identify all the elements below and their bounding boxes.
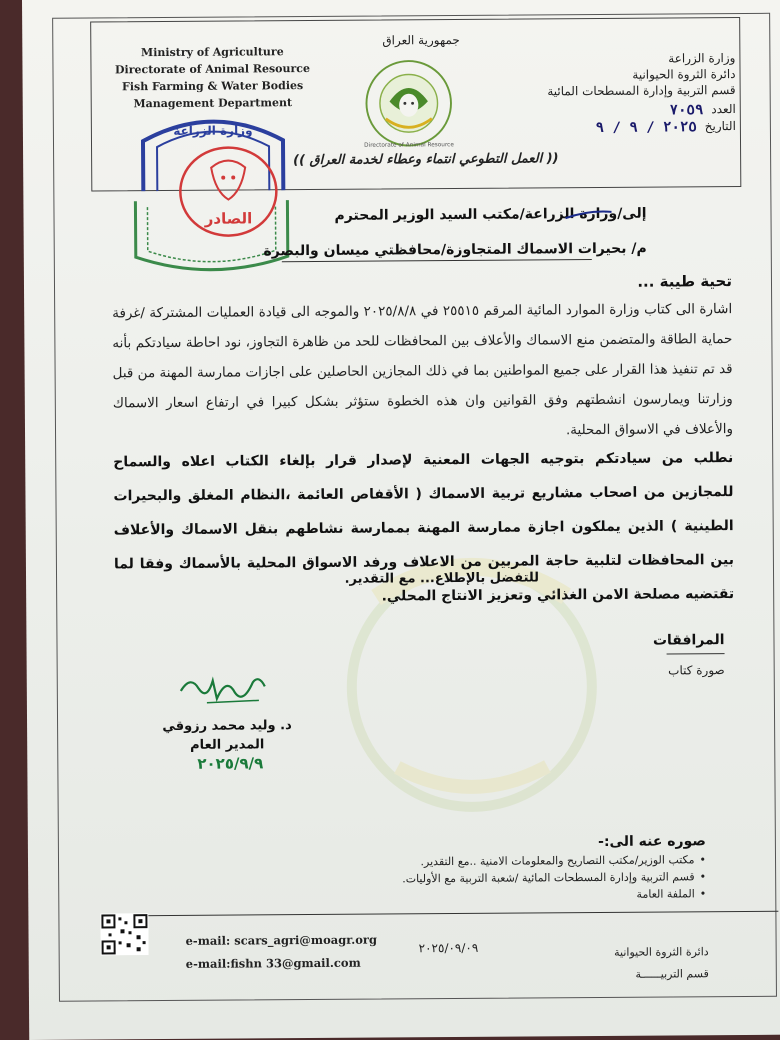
attachments-title: المرافقات xyxy=(652,632,725,649)
stamp-red-text: الصادر xyxy=(204,209,253,228)
date-label: التاريخ xyxy=(704,119,736,134)
copies-list xyxy=(346,851,706,905)
qr-code-icon xyxy=(100,913,148,955)
en-line: Management Department xyxy=(133,96,293,111)
signer-name: د. وليد محمد رزوقي xyxy=(162,718,292,735)
handwritten-signature xyxy=(177,670,267,707)
signature-date: ٢٠٢٥/٩/٩ xyxy=(197,754,264,773)
ref-label: العدد xyxy=(711,102,736,117)
ar-line: وزارة الزراعة xyxy=(668,51,736,66)
copy-item: • مكتب الوزير/مكتب التصاريح والمعلومات الامنية ..مع التقدير. xyxy=(346,851,706,871)
copy-item: • قسم التربية وإدارة المسطحات المائية /شعبة التربية مع الأوليات. xyxy=(346,868,706,888)
body-paragraph-2: نطلب من سيادتكم بتوجيه الجهات المعنية لإصدار قرار بإلغاء الكتاب اعلاه والسماح للمجازين من اصحاب مشاريع تربية الاسماك ( الأقفاص العائمة ،النظام المغلق والبحيرات الطينية ) الذين يملكون اجازة ممارسة المهنة بممارسة نشاطهم بنقل الاسماك والأعلاف بين المحافظات لتلبية حاجة المربين من الاعلاف ورفد الاسواق المحلية بالأسماك وفقا لما تقتضيه مصلحة الامن الغذائي وتعزيز الانتاج المحلي. xyxy=(113,450,735,605)
ar-line: دائرة الثروة الحيوانية xyxy=(632,67,736,82)
en-line: Ministry of Agriculture xyxy=(140,45,284,60)
subject: م/ بحيرات الاسماك المتجاوزة/محافظتي ميسان والبصرة xyxy=(263,240,647,260)
greeting: تحية طيبة ... xyxy=(637,272,733,291)
outgoing-stamp-red xyxy=(173,143,284,244)
en-line: Directorate of Animal Resource xyxy=(114,61,311,77)
republic-title: جمهورية العراق xyxy=(382,32,460,48)
body-paragraph-1: اشارة الى كتاب وزارة الموارد المائية المرقم ٢٥٥١٥ في ٢٠٢٥/٨/٨ والموجه الى قيادة العمليات المشتركة /غرفة حماية الطاقة والمتضمن منع الاسماك والأعلاف بين المحافظات للحد من ظاهرة التجاوز، نود احاطة سيادتكم بأنه قد تم تنفيذ هذا القرار على جميع المواطنين بما في ذلك المجازين الحاصلين على اجازات ممارسة المهنة من قبل وزارتنا ويمارسون انشطتهم وفق القوانين وان هذه الخطوة ستؤثر بشكل كبيرا في ارتفاع اسعار الاسماك والأعلاف في الاسواق المحلية. xyxy=(112,301,734,439)
footer-dept-line: دائرة الثروة الحيوانية xyxy=(614,945,709,959)
signer-block xyxy=(162,716,292,755)
copy-item: • الملفة العامة xyxy=(346,885,706,905)
footer-department xyxy=(614,941,709,986)
email-1[interactable]: e-mail: scars_agri@moagr.org xyxy=(185,932,378,948)
stamp-blue-text: وزارة الزراعة xyxy=(173,123,253,138)
signer-title: المدير العام xyxy=(190,737,265,753)
document-page xyxy=(22,0,780,1040)
reference-number xyxy=(670,102,736,118)
closing-line: للتفضل بالإطلاع... مع التقدير. xyxy=(344,570,540,587)
copies-title: صوره عنه الى:- xyxy=(598,833,706,850)
emblem-label: Directorate of Animal Resource xyxy=(364,142,454,149)
pen-stroke-icon xyxy=(563,208,613,222)
en-line: Fish Farming & Water Bodies xyxy=(121,79,304,94)
email-2[interactable]: e-mail:fishn 33@gmail.com xyxy=(185,955,361,971)
recipient: إلى/وزارة الزراعة/مكتب السيد الوزير المحترم xyxy=(334,205,647,224)
attachment-item: صورة كتاب xyxy=(668,663,725,678)
english-letterhead xyxy=(112,43,312,112)
letter-date xyxy=(596,119,736,136)
ref-value: ٧٠٥٩ xyxy=(669,102,704,119)
slogan: (( العمل التطوعي انتماء وعطاء لخدمة العراق )) xyxy=(293,151,559,169)
footer-dept-line: قسم التربيــــــة xyxy=(635,967,709,981)
arabic-letterhead xyxy=(495,50,735,100)
directorate-emblem-icon xyxy=(360,55,457,152)
date-value: ٢٠٢٥ / ٩ / ٩ xyxy=(595,119,697,136)
footer-date: ٢٠٢٥/٠٩/٠٩ xyxy=(418,940,479,956)
ar-line: قسم التربية وإدارة المسطحات المائية xyxy=(547,83,736,99)
